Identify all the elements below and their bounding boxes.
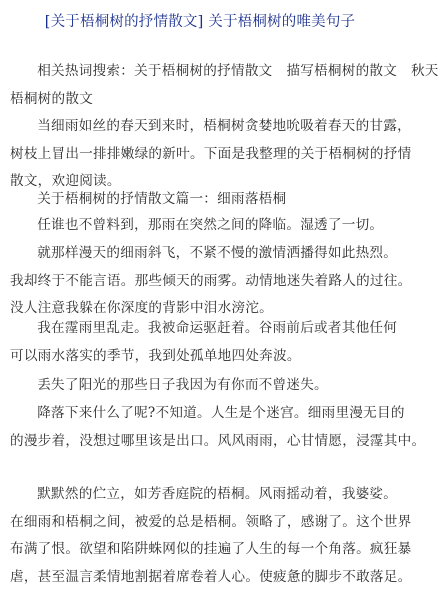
paragraph-line: 就那样漫天的细雨斜飞，不紧不慢的激情洒播得如此热烈。 [37,245,398,261]
section-heading: 关于梧桐树的抒情散文篇一：细雨落梧桐 [37,191,287,207]
paragraph-line: 没人注意我躲在你深度的背影中泪水滂沱。 [10,300,274,316]
paragraph-5 [10,400,426,455]
paragraph-line: 可以雨水落实的季节，我到处孤单地四处奔波。 [10,347,301,364]
paragraph-2 [10,240,412,323]
page-title: [关于梧桐树的抒情散文] 关于梧桐树的唯美句子 [44,14,356,30]
section-heading-paragraph [10,186,392,214]
keywords-line: 相关热词搜索：关于梧桐树的抒情散文 描写梧桐树的散文 秋天 [37,63,439,79]
paragraph-1 [10,212,392,240]
intro-line: 当细雨如丝的春天到来时，梧桐树贪婪地吮吸着春天的甘露， [37,118,411,134]
keywords-paragraph [10,58,439,113]
intro-paragraph [10,113,412,196]
paragraph-line: 默默然的伫立，如芳香庭院的梧桐。风雨摇动着，我婆娑。 [37,486,398,502]
paragraph-line: 布满了恨。欲望和陷阱蛛网似的挂遍了人生的每一个角落。疯狂暴 [10,541,412,557]
paragraph-line: 虐，甚至温言柔情地割据着席卷着人心。使疲惫的脚步不敢落足。 [10,568,412,585]
paragraph-line: 我在霪雨里乱走。我被命运驱赶着。谷雨前后或者其他任何 [37,320,398,336]
paragraph-line: 丢失了阳光的那些日子我因为有你而不曾迷失。 [37,377,328,393]
paragraph-line: 在细雨和梧桐之间，被爱的总是梧桐。领略了，感谢了。这个世界 [10,513,412,530]
paragraph-line: 降落下来什么了呢?不知道。人生是个迷宫。细雨里漫无目的 [37,405,405,421]
paragraph-6 [10,481,412,591]
paragraph-line: 任谁也不曾料到，那雨在突然之间的降临。湿透了一切。 [37,217,384,233]
keywords-line: 梧桐树的散文 [10,90,94,107]
paragraph-4 [10,372,392,400]
intro-line: 散文，欢迎阅读。 [10,173,121,189]
intro-line: 树枝上冒出一排排嫩绿的新叶。下面是我整理的关于梧桐树的抒情 [10,145,412,162]
paragraph-line: 我却终于不能言语。那些倾天的雨雾。动情地迷失着路人的过往。 [10,272,412,289]
paragraph-line: 的漫步着，没想过哪里该是出口。风风雨雨，心甘情愿，浸霪其中。 [10,432,426,449]
paragraph-3 [10,315,398,370]
